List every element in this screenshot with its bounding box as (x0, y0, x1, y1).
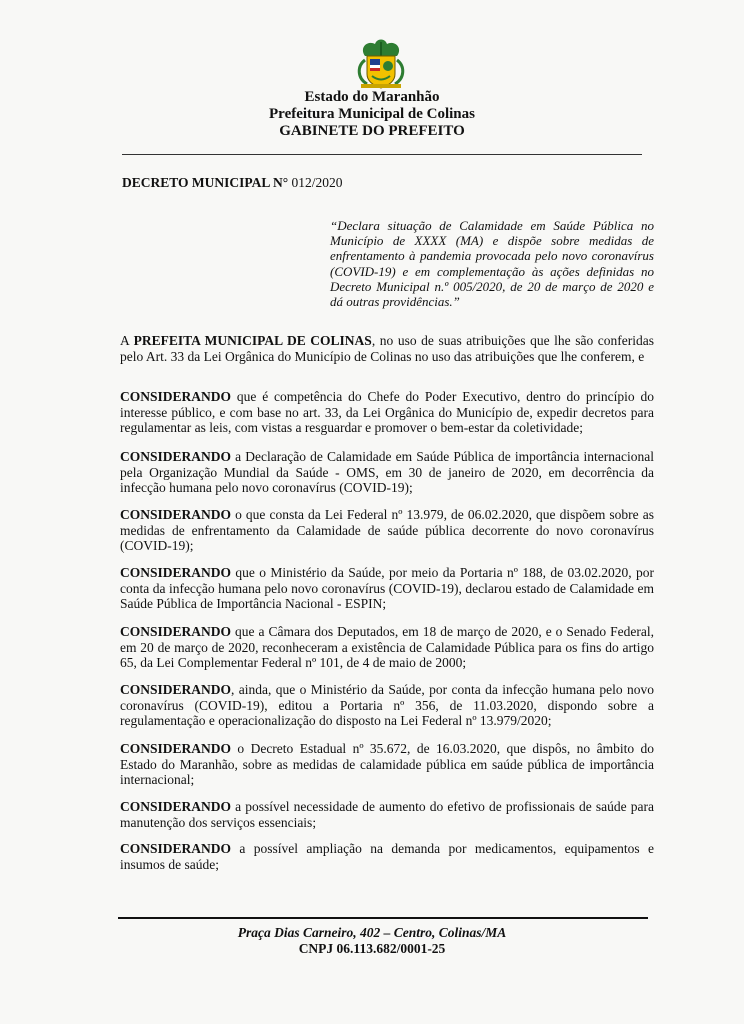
preamble-paragraph: A PREFEITA MUNICIPAL DE COLINAS, no uso de suas atribuições que lhe são conferidas pelo Art. 33 da Lei Orgânica do Município de Colinas no uso das atribuições que lhe conferem, e (120, 333, 654, 364)
municipality-name: Prefeitura Municipal de Colinas (269, 106, 475, 122)
footer-divider (118, 917, 648, 919)
decree-title (122, 175, 343, 191)
considerando-paragraph: CONSIDERANDO a Declaração de Calamidade em Saúde Pública de importância internacional pela Organização Mundial da Saúde - OMS, em 30 de janeiro de 2020, em decorrência da infecção humana pelo novo coronavírus (COVID-19); (120, 449, 654, 496)
footer-cnpj: CNPJ 06.113.682/0001-25 (298, 941, 446, 956)
decree-number: 012/2020 (288, 175, 343, 190)
state-name: Estado do Maranhão (304, 89, 440, 105)
decree-summary: “Declara situação de Calamidade em Saúde Pública no Município de XXXX (MA) e dispõe sobre medidas de enfrentamento à pandemia provocada pelo novo coronavírus (COVID-19) e em complementação às ações definidas no Decreto Municipal n.º 005/2020, de 20 de março de 2020 e dá outras providências.” (330, 218, 654, 310)
considerando-paragraph: CONSIDERANDO a possível ampliação na demanda por medicamentos, equipamentos e insumos de saúde; (120, 841, 654, 872)
considerando-paragraph: CONSIDERANDO que é competência do Chefe do Poder Executivo, dentro do princípio do interesse público, e com base no art. 33, da Lei Orgânica do Município de, expedir decretos para regulamentar as leis, com vistas a resguardar e promover o bem-estar da coletividade; (120, 389, 654, 436)
municipal-coat-of-arms-icon (345, 36, 417, 90)
footer-address: Praça Dias Carneiro, 402 – Centro, Colinas/MA (237, 925, 507, 940)
considerando-paragraph: CONSIDERANDO, ainda, que o Ministério da Saúde, por conta da infecção humana pelo novo coronavírus (COVID-19), editou a Portaria nº 356, de 11.03.2020, dispondo sobre a regulamentação e operacionalização do disposto na Lei Federal nº 13.979/2020; (120, 682, 654, 729)
considerando-paragraph: CONSIDERANDO que o Ministério da Saúde, por meio da Portaria nº 188, de 03.02.2020, por conta da infecção humana pelo novo coronavírus (COVID-19), declarou estado de Calamidade em Saúde Pública de Importância Nacional - ESPIN; (120, 565, 654, 612)
considerando-paragraph: CONSIDERANDO o que consta da Lei Federal nº 13.979, de 06.02.2020, que dispõem sobre as medidas de enfrentamento da Calamidade de saúde pública decorrente do novo coronavírus (COVID-19); (120, 507, 654, 554)
considerando-paragraph: CONSIDERANDO o Decreto Estadual nº 35.672, de 16.03.2020, que dispôs, no âmbito do Estado do Maranhão, sobre as medidas de calamidade pública em saúde pública de importância internacional; (120, 741, 654, 788)
decree-label: DECRETO MUNICIPAL N° (122, 175, 289, 190)
header-divider (122, 154, 642, 155)
considerando-paragraph: CONSIDERANDO que a Câmara dos Deputados, em 18 de março de 2020, e o Senado Federal, em 20 de março de 2020, reconheceram a existência de Calamidade Pública para os fins do artigo 65, da Lei Complementar Federal nº 101, de 4 de maio de 2000; (120, 624, 654, 671)
office-name: GABINETE DO PREFEITO (279, 123, 465, 139)
considerando-paragraph: CONSIDERANDO a possível necessidade de aumento do efetivo de profissionais de saúde para manutenção dos serviços essenciais; (120, 799, 654, 830)
